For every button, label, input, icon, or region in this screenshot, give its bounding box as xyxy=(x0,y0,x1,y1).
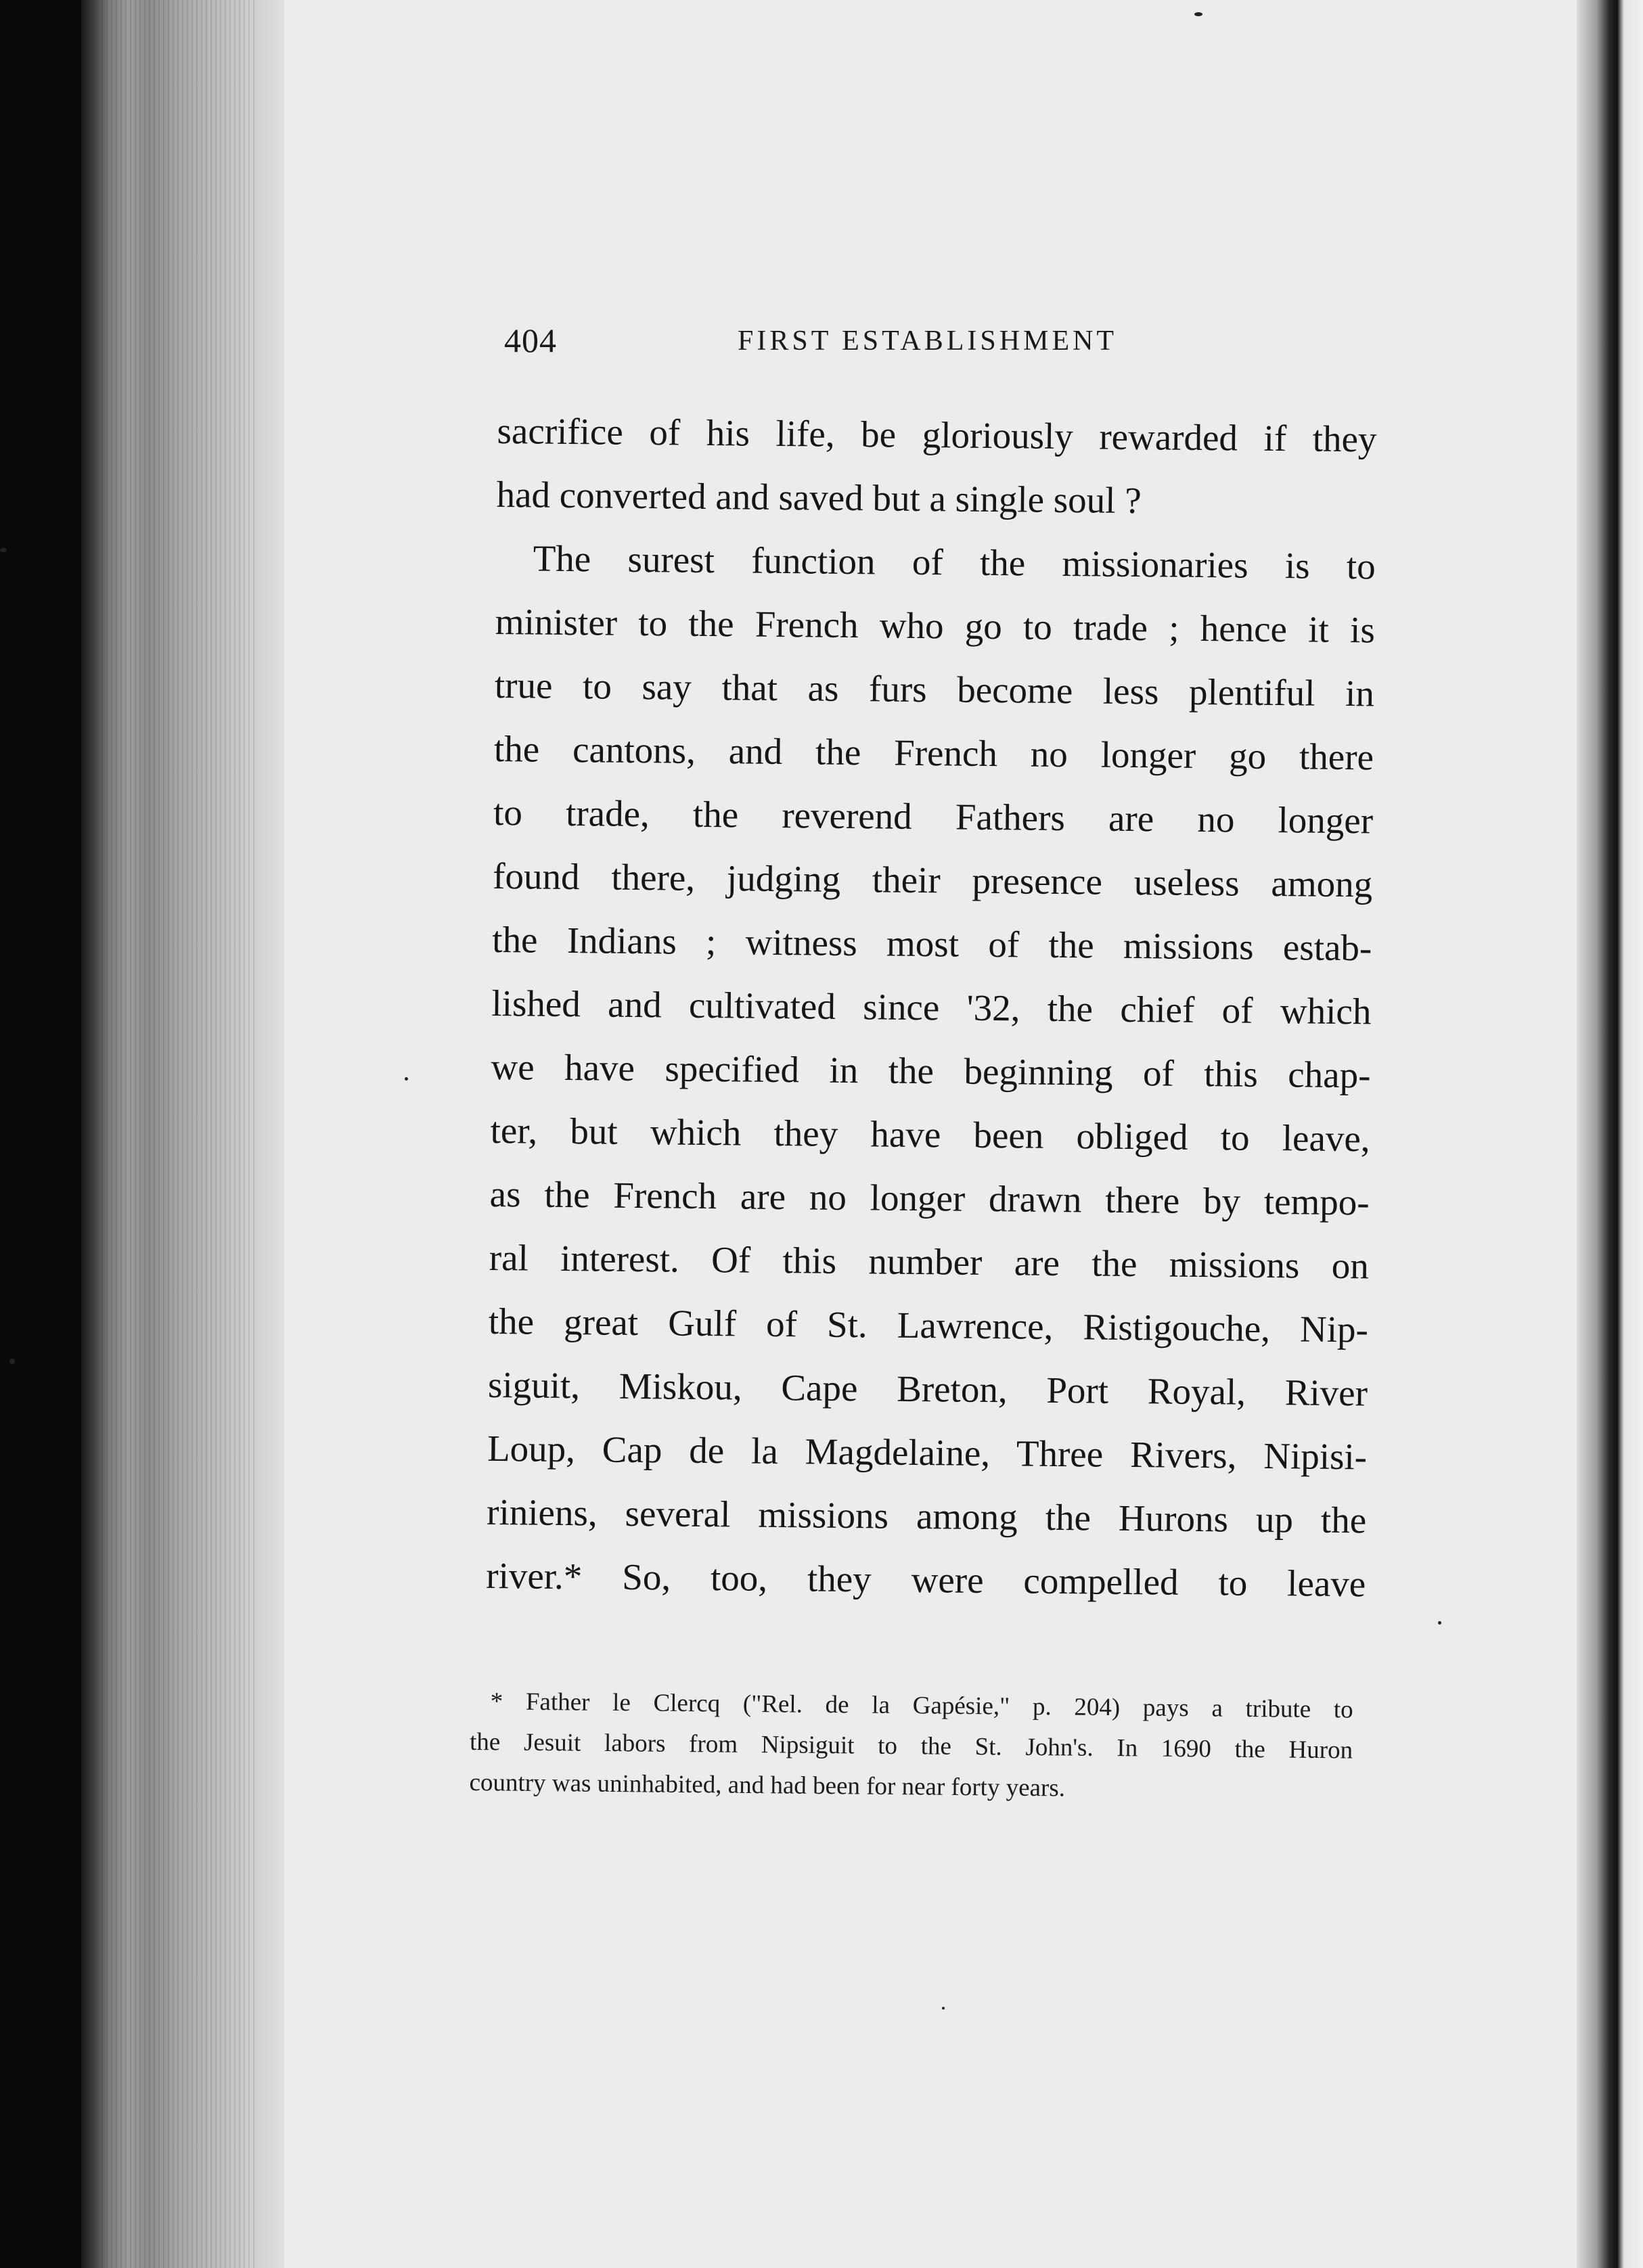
text-line: true to say that as furs become less plentiful in xyxy=(494,664,1375,715)
footnote-line: the Jesuit labors from Nipsiguit to the St. John's. In 1690 the Huron xyxy=(469,1727,1353,1765)
footnote-line: * Father le Clercq ("Rel. de la Gapésie," p. 204) pays a tribute to xyxy=(490,1687,1353,1724)
scan-speck xyxy=(1194,12,1202,16)
scan-speck xyxy=(942,2007,945,2010)
text-line: ral interest. Of this number are the missions on xyxy=(489,1236,1370,1287)
gutter-shadow xyxy=(1577,0,1643,2268)
scan-speck xyxy=(9,1359,15,1364)
running-title: FIRST ESTABLISHMENT xyxy=(738,325,1118,357)
page-number: 404 xyxy=(504,321,557,359)
text-line: river.* So, too, they were compelled to leave xyxy=(486,1554,1366,1605)
text-line: found there, judging their presence useless among xyxy=(492,855,1373,905)
page-edge-texture xyxy=(102,0,257,2268)
text-line: sacrifice of his life, be gloriously rewarded if they xyxy=(497,409,1377,460)
footnote xyxy=(469,1681,1353,1812)
text-line: The surest function of the missionaries is to xyxy=(533,537,1376,587)
page-header xyxy=(504,321,1384,368)
footnote-line: country was uninhabited, and had been for near forty years. xyxy=(469,1768,1066,1802)
text-line: minister to the French who go to trade ; hence it is xyxy=(495,600,1376,651)
scan-speck xyxy=(0,548,7,552)
text-line: had converted and saved but a single soul ? xyxy=(496,473,1142,522)
scan-speck xyxy=(405,1077,408,1081)
text-line: the Indians ; witness most of the missions estab- xyxy=(492,918,1372,969)
text-line: to trade, the reverend Fathers are no longer xyxy=(493,791,1374,842)
scan-speck xyxy=(1438,1621,1441,1625)
text-line: siguit, Miskou, Cape Breton, Port Royal, River xyxy=(487,1363,1368,1414)
text-line: lished and cultivated since '32, the chief of which xyxy=(491,982,1372,1033)
text-line: the great Gulf of St. Lawrence, Ristigouche, Nip- xyxy=(488,1300,1369,1351)
text-line: ter, but which they have been obliged to leave, xyxy=(490,1109,1370,1160)
text-line: as the French are no longer drawn there by tempo- xyxy=(489,1173,1370,1223)
text-line: riniens, several missions among the Hurons up the xyxy=(486,1491,1367,1541)
text-line: Loup, Cap de la Magdelaine, Three Rivers, Nipisi- xyxy=(487,1427,1368,1478)
body-text xyxy=(486,399,1377,1616)
text-line: the cantons, and the French no longer go there xyxy=(493,727,1374,778)
text-line: we have specified in the beginning of this chap- xyxy=(491,1045,1371,1096)
